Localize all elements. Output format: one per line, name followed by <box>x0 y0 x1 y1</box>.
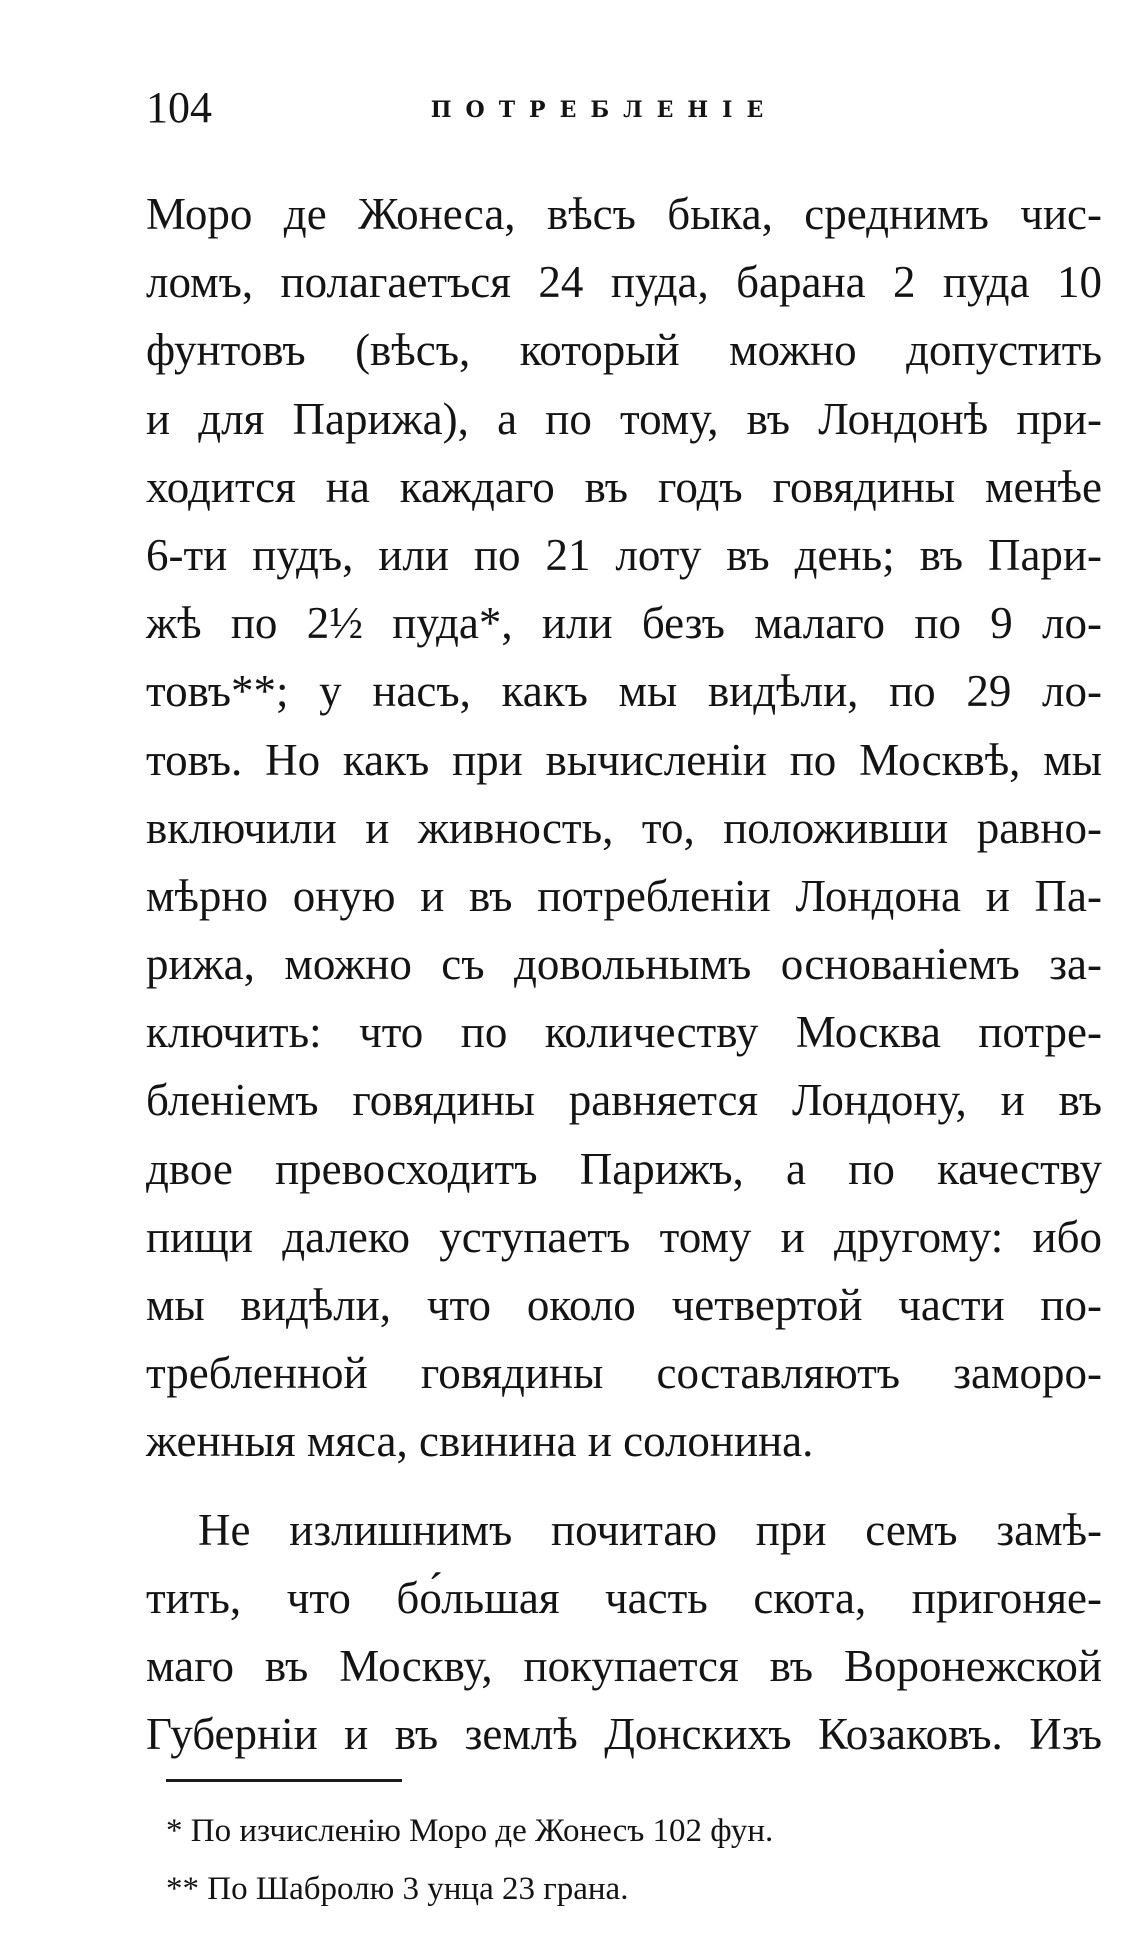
footnote: ** По Шабролю 3 унца 23 грана. <box>166 1871 629 1907</box>
text-line: маго въ Москву, покупается въ Воронежской <box>146 1640 1102 1691</box>
text-line: Моро де Жонеса, вѣсъ быка, среднимъ чис- <box>146 189 1102 239</box>
running-head: ПОТРЕБЛЕНІЕ <box>430 97 778 123</box>
text-line: тить, что бо́льшая часть скота, пригоняе- <box>146 1572 1102 1623</box>
text-line: ключить: что по количеству Москва потре- <box>146 1007 1102 1058</box>
text-line: мѣрно оную и въ потребленіи Лондона и Па- <box>146 870 1102 921</box>
main-text <box>146 180 1102 1768</box>
page-header <box>146 78 1100 138</box>
footnote-separator <box>166 1779 402 1782</box>
text-line: фунтовъ (вѣсъ, который можно допустить <box>146 325 1102 376</box>
text-line: ходится на каждаго въ годъ говядины менѣе <box>146 461 1102 512</box>
text-line: бленіемъ говядины равняется Лондону, и въ <box>146 1075 1102 1126</box>
paragraph-gap <box>146 1476 1102 1496</box>
text-line: женныя мяса, свинина и солонина. <box>146 1416 814 1467</box>
text-line: товъ. Но какъ при вычисленіи по Москвѣ, мы <box>146 734 1102 785</box>
text-line: Губерніи и въ землѣ Донскихъ Козаковъ. Изъ <box>146 1709 1102 1760</box>
text-line: рижа, можно съ довольнымъ основаніемъ за- <box>146 939 1102 990</box>
text-line: жѣ по 2½ пуда*, или безъ малаго по 9 ло- <box>146 598 1102 649</box>
text-line: ломъ, полагаетъся 24 пуда, барана 2 пуда 10 <box>146 257 1102 308</box>
text-line: требленной говядины составляютъ заморо- <box>146 1348 1102 1399</box>
footnotes <box>166 1802 1046 1918</box>
text-line: включили и живность, то, положивши равно- <box>146 802 1102 853</box>
text-line: 6-ти пудъ, или по 21 лоту въ день; въ Пари- <box>146 529 1102 580</box>
text-line: пищи далеко уступаетъ тому и другому: ибо <box>146 1211 1102 1262</box>
text-line: мы видѣли, что около четвертой части по- <box>146 1280 1102 1330</box>
text-line: Не излишнимъ почитаю при семъ замѣ- <box>198 1504 1102 1555</box>
text-line: товъ**; у насъ, какъ мы видѣли, по 29 ло- <box>146 666 1102 717</box>
text-line: двое превосходитъ Парижъ, а по качеству <box>146 1143 1102 1194</box>
footnote: * По изчисленію Моро де Жонесъ 102 фун. <box>166 1813 774 1849</box>
page-number: 104 <box>146 83 212 132</box>
text-line: и для Парижа), а по тому, въ Лондонѣ при- <box>146 393 1102 444</box>
